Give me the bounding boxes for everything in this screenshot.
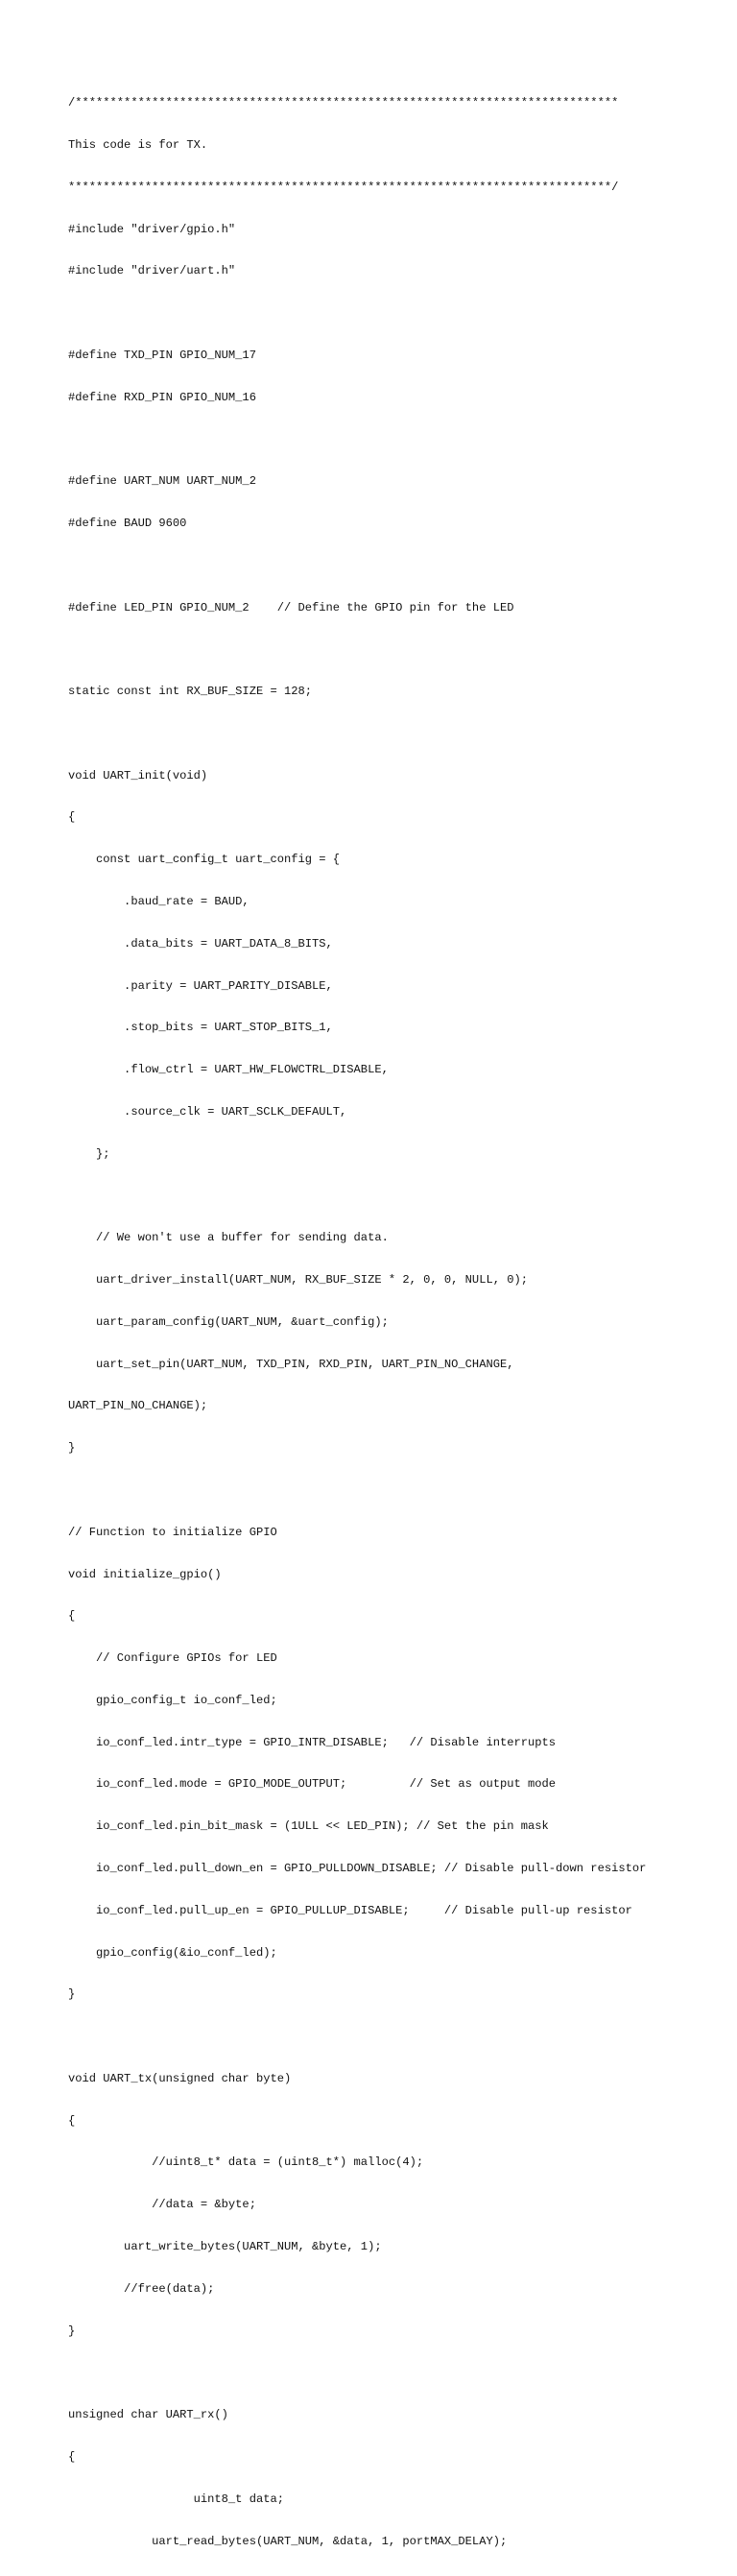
blank-line bbox=[68, 2366, 646, 2380]
blank-line bbox=[68, 727, 646, 741]
code-line: //uint8_t* data = (uint8_t*) malloc(4); bbox=[68, 2155, 424, 2170]
code-line: .parity = UART_PARITY_DISABLE, bbox=[68, 978, 333, 993]
code-line: #define TXD_PIN GPIO_NUM_17 bbox=[68, 348, 256, 362]
code-line: uart_write_bytes(UART_NUM, &byte, 1); bbox=[68, 2240, 382, 2254]
code-line: .stop_bits = UART_STOP_BITS_1, bbox=[68, 1021, 333, 1035]
code-line: { bbox=[68, 2449, 76, 2464]
code-line: { bbox=[68, 1609, 76, 1624]
code-line: gpio_config_t io_conf_led; bbox=[68, 1693, 277, 1707]
code-line: #define BAUD 9600 bbox=[68, 517, 187, 530]
code-line: { bbox=[68, 810, 76, 825]
code-line: #define UART_NUM UART_NUM_2 bbox=[68, 474, 256, 489]
code-line: ******************************************************************************/ bbox=[68, 180, 619, 194]
code-line: const uart_config_t uart_config = { bbox=[68, 853, 341, 867]
code-line: void UART_init(void) bbox=[68, 768, 208, 782]
code-line: uart_driver_install(UART_NUM, RX_BUF_SIZE * 2, 0, 0, NULL, 0); bbox=[68, 1273, 528, 1288]
blank-line bbox=[68, 1483, 646, 1498]
code-line: } bbox=[68, 1441, 76, 1456]
code-line: #define LED_PIN GPIO_NUM_2 // Define the GPIO pin for the LED bbox=[68, 600, 514, 614]
code-line: io_conf_led.mode = GPIO_MODE_OUTPUT; // Set as output mode bbox=[68, 1777, 557, 1792]
blank-line bbox=[68, 432, 646, 446]
code-line: io_conf_led.pull_up_en = GPIO_PULLUP_DISABLE; // Disable pull-up resistor bbox=[68, 1903, 632, 1917]
code-line: .data_bits = UART_DATA_8_BITS, bbox=[68, 936, 333, 951]
code-line: UART_PIN_NO_CHANGE); bbox=[68, 1399, 208, 1413]
code-line: uart_read_bytes(UART_NUM, &data, 1, portMAX_DELAY); bbox=[68, 2534, 508, 2548]
code-line: void UART_tx(unsigned char byte) bbox=[68, 2071, 292, 2085]
code-line: #include "driver/gpio.h" bbox=[68, 222, 236, 236]
code-line: } bbox=[68, 2323, 76, 2338]
code-line: uint8_t data; bbox=[68, 2492, 284, 2506]
code-line: io_conf_led.pin_bit_mask = (1ULL << LED_PIN); // Set the pin mask bbox=[68, 1819, 549, 1834]
code-line: //free(data); bbox=[68, 2281, 215, 2296]
code-line: // Configure GPIOs for LED bbox=[68, 1651, 277, 1666]
code-line: io_conf_led.pull_down_en = GPIO_PULLDOWN_DISABLE; // Disable pull-down resistor bbox=[68, 1862, 647, 1875]
code-line: unsigned char UART_rx() bbox=[68, 2408, 228, 2422]
blank-line bbox=[68, 306, 646, 321]
blank-line bbox=[68, 1190, 646, 1204]
code-line: #define RXD_PIN GPIO_NUM_16 bbox=[68, 390, 256, 404]
code-line: //data = &byte; bbox=[68, 2198, 256, 2212]
code-line: /****************************************************************************** bbox=[68, 96, 619, 110]
code-line: // We won't use a buffer for sending data. bbox=[68, 1231, 389, 1245]
code-line: gpio_config(&io_conf_led); bbox=[68, 1945, 277, 1960]
blank-line bbox=[68, 2030, 646, 2044]
code-line: { bbox=[68, 2113, 76, 2128]
code-line: .flow_ctrl = UART_HW_FLOWCTRL_DISABLE, bbox=[68, 1063, 389, 1077]
blank-line bbox=[68, 559, 646, 573]
code-line: void initialize_gpio() bbox=[68, 1567, 222, 1581]
code-line: }; bbox=[68, 1146, 110, 1161]
code-line: #include "driver/uart.h" bbox=[68, 264, 236, 278]
code-line: io_conf_led.intr_type = GPIO_INTR_DISABLE; // Disable interrupts bbox=[68, 1735, 557, 1749]
code-line: This code is for TX. bbox=[68, 137, 208, 152]
code-line: static const int RX_BUF_SIZE = 128; bbox=[68, 685, 313, 699]
code-listing bbox=[68, 68, 646, 2576]
code-line: } bbox=[68, 1987, 76, 2002]
code-line: .baud_rate = BAUD, bbox=[68, 895, 250, 909]
blank-line bbox=[68, 642, 646, 657]
code-line: uart_param_config(UART_NUM, &uart_config); bbox=[68, 1314, 389, 1329]
code-line: .source_clk = UART_SCLK_DEFAULT, bbox=[68, 1104, 347, 1119]
code-line: // Function to initialize GPIO bbox=[68, 1525, 277, 1539]
code-line: uart_set_pin(UART_NUM, TXD_PIN, RXD_PIN, UART_PIN_NO_CHANGE, bbox=[68, 1357, 514, 1371]
